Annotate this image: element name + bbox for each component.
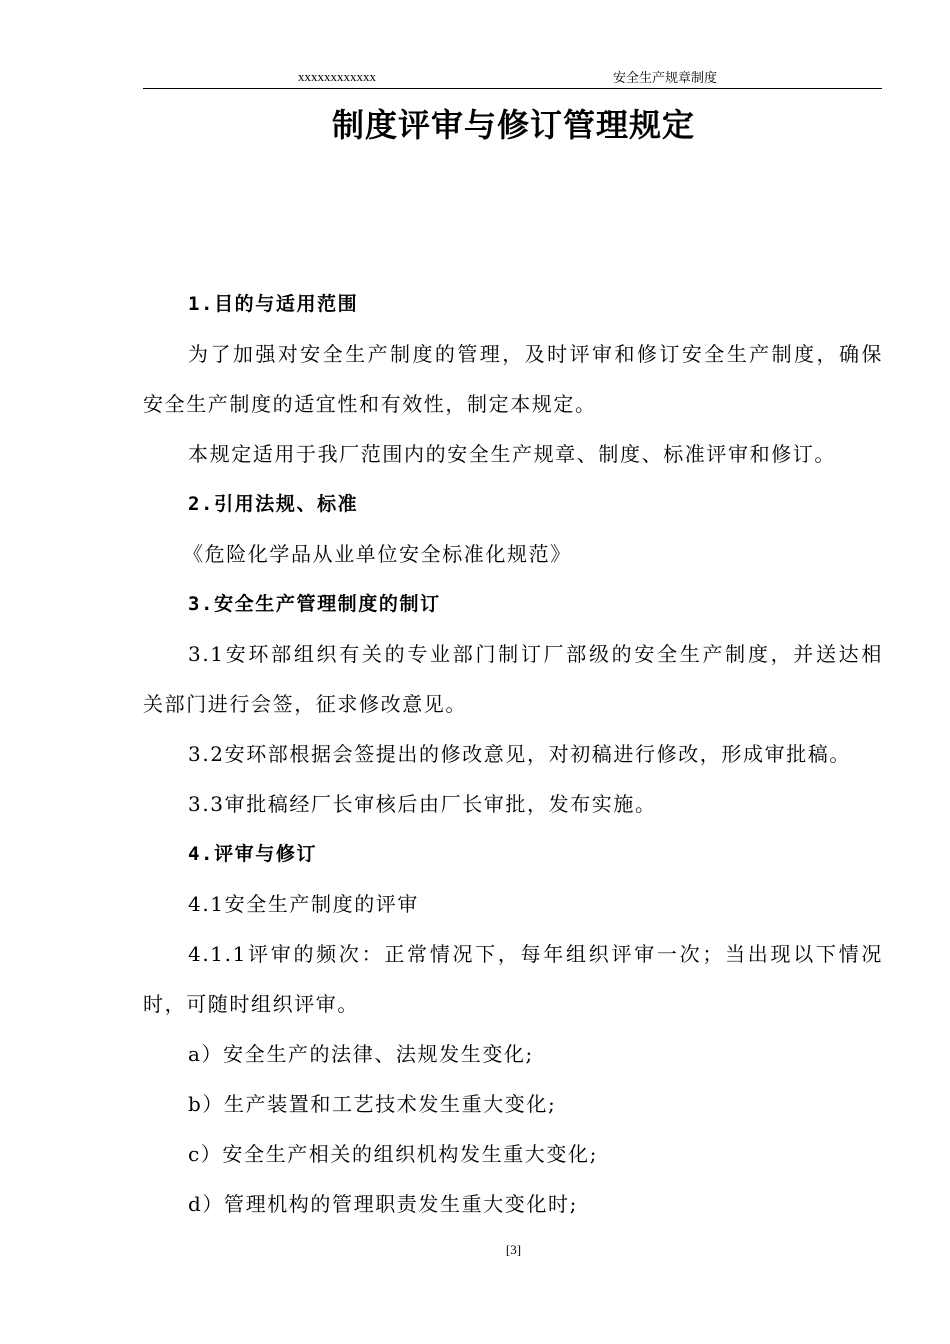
paragraph-purpose-line-2: 安全生产制度的适宜性和有效性，制定本规定。 xyxy=(143,392,597,416)
clause-4-1-1-line-2: 时，可随时组织评审。 xyxy=(143,992,359,1016)
clause-3-1-line-1: 3.1安环部组织有关的专业部门制订厂部级的安全生产制度，并送达相 xyxy=(188,642,883,666)
clause-4-1: 4.1安全生产制度的评审 xyxy=(188,892,420,916)
section-heading-references: 2.引用法规、标准 xyxy=(188,493,359,515)
document-body xyxy=(143,279,883,1229)
page-number: [3] xyxy=(505,1242,522,1257)
clause-3-2: 3.2安环部根据会签提出的修改意见，对初稿进行修改，形成审批稿。 xyxy=(188,742,852,766)
document-title: 制度评审与修订管理规定 xyxy=(331,106,695,144)
clause-3-3: 3.3审批稿经厂长审核后由厂长审批，发布实施。 xyxy=(188,792,657,816)
paragraph-scope: 本规定适用于我厂范围内的安全生产规章、制度、标准评审和修订。 xyxy=(188,442,836,466)
page-header xyxy=(143,66,882,89)
list-item-a: a）安全生产的法律、法规发生变化; xyxy=(188,1042,534,1066)
section-heading-review: 4.评审与修订 xyxy=(188,843,318,865)
reference-standard: 《危险化学品从业单位安全标准化规范》 xyxy=(183,542,572,566)
clause-3-1-line-2: 关部门进行会签，征求修改意见。 xyxy=(143,692,467,716)
section-heading-formulation: 3.安全生产管理制度的制订 xyxy=(188,593,441,615)
clause-4-1-1-line-1: 4.1.1评审的频次：正常情况下，每年组织评审一次；当出现以下情况 xyxy=(188,942,883,966)
header-company: xxxxxxxxxxxx xyxy=(298,69,376,84)
list-item-c: c）安全生产相关的组织机构发生重大变化; xyxy=(188,1142,598,1166)
paragraph-purpose-line-1: 为了加强对安全生产制度的管理，及时评审和修订安全生产制度，确保 xyxy=(188,342,883,366)
list-item-b: b）生产装置和工艺技术发生重大变化; xyxy=(188,1092,557,1116)
section-heading-purpose: 1.目的与适用范围 xyxy=(188,293,359,315)
header-category: 安全生产规章制度 xyxy=(613,71,718,86)
list-item-d: d）管理机构的管理职责发生重大变化时; xyxy=(188,1192,578,1216)
